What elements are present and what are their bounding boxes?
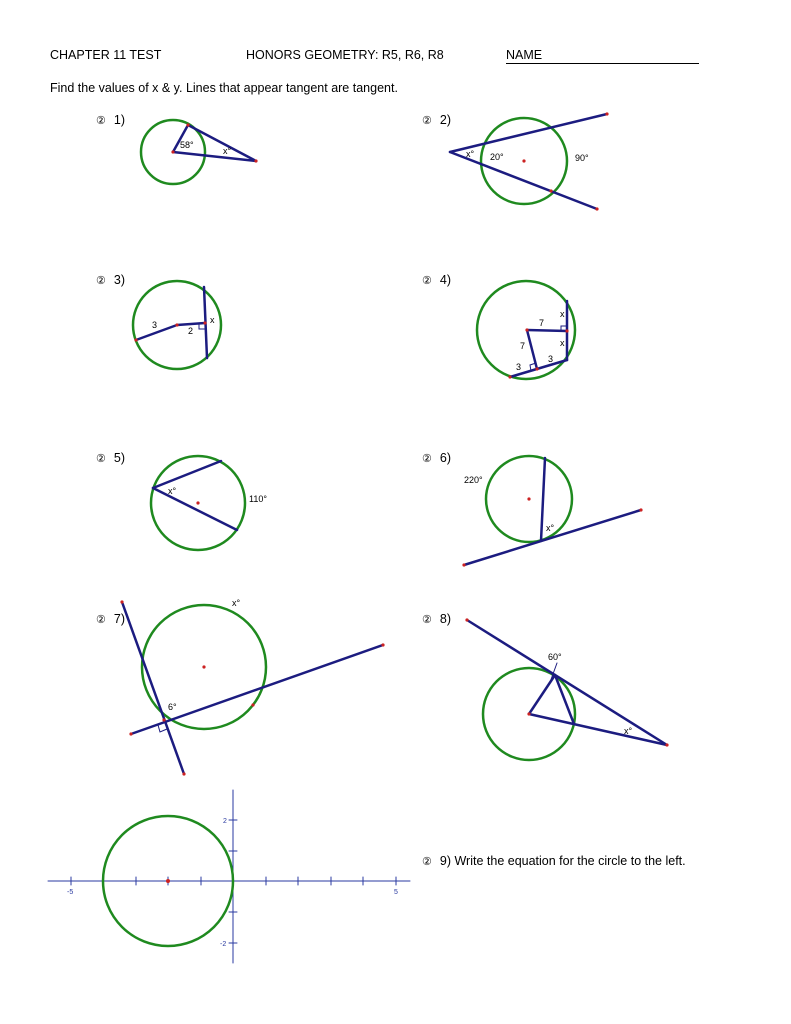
point [134, 338, 137, 341]
problem-6-figure [462, 456, 642, 567]
chord-line [153, 461, 221, 488]
point-symbol: ② [96, 115, 106, 127]
problem-8-label: ② 8) [422, 612, 451, 626]
problem-3-figure [133, 281, 221, 369]
length-label: x [560, 338, 565, 348]
arc-label: 90° [575, 153, 589, 163]
length-label: 7 [539, 318, 545, 328]
point-symbol: ② [422, 115, 432, 127]
point [535, 367, 538, 370]
point [639, 508, 642, 511]
problem-5-label: ② 5) [96, 451, 125, 465]
arc-label: 6° [168, 702, 177, 712]
length-label: 3 [548, 354, 554, 364]
chord-line [529, 675, 555, 714]
angle-label: x° [624, 726, 633, 736]
angle-label: x° [168, 486, 177, 496]
point-symbol: ② [422, 275, 432, 287]
point [605, 112, 608, 115]
arc-label: 110° [249, 494, 267, 504]
x-tick-label: 5 [394, 889, 398, 896]
arc-label: 20° [490, 152, 504, 162]
name-label: NAME [506, 48, 543, 62]
angle-label: x° [466, 149, 475, 159]
secant-line [529, 714, 667, 745]
point [527, 712, 530, 715]
point [595, 207, 598, 210]
perpendicular-segment [177, 323, 205, 325]
point-symbol: ② [422, 856, 432, 868]
y-tick-label: -2 [220, 941, 227, 948]
x-tick-label: -5 [67, 889, 74, 896]
angle-label: 58° [180, 140, 194, 150]
angle-label: x° [546, 523, 555, 533]
problem-4-figure [477, 281, 575, 379]
problem-5-figure [151, 456, 267, 550]
point [129, 732, 132, 735]
point [527, 497, 530, 500]
point [196, 501, 199, 504]
point [549, 189, 552, 192]
point [251, 703, 254, 706]
point [175, 323, 178, 326]
point-symbol: ② [96, 614, 106, 626]
chapter-title: CHAPTER 11 TEST [50, 48, 162, 62]
coordinate-graph [48, 790, 410, 963]
point-symbol: ② [96, 453, 106, 465]
length-label: x [210, 315, 215, 325]
point [381, 643, 384, 646]
point [120, 600, 123, 603]
point [203, 321, 206, 324]
problem-1-label: ② 1) [96, 113, 125, 127]
length-label: 2 [188, 326, 194, 336]
point [162, 718, 165, 721]
point [465, 618, 468, 621]
point [171, 150, 174, 153]
point [565, 329, 568, 332]
center-point [166, 879, 170, 883]
point [186, 123, 189, 126]
angle-label: x° [223, 146, 232, 156]
problem-4-label: ② 4) [422, 273, 451, 287]
secant-line [122, 602, 184, 774]
instructions: Find the values of x & y. Lines that appear tangent are tangent. [50, 81, 398, 95]
point [525, 328, 528, 331]
chord-line [153, 488, 237, 530]
problem-2-figure [450, 112, 609, 210]
point [202, 665, 205, 668]
point-symbol: ② [422, 614, 432, 626]
point [508, 375, 511, 378]
y-tick-label: 2 [223, 818, 227, 825]
problem-2-label: ② 2) [422, 113, 451, 127]
arc-label: x° [232, 598, 241, 608]
secant-line [450, 114, 607, 152]
length-label: x [560, 309, 565, 319]
problem-7-figure [120, 598, 384, 776]
point [522, 159, 525, 162]
chord-line [541, 458, 545, 541]
problem-9-text: Write the equation for the circle to the left. [454, 854, 686, 868]
secant-line [131, 645, 383, 734]
length-label: 3 [152, 320, 158, 330]
problem-8-figure [465, 618, 668, 760]
point [182, 772, 185, 775]
course-title: HONORS GEOMETRY: R5, R6, R8 [246, 48, 444, 62]
problem-6-label: ② 6) [422, 451, 451, 465]
problem-3-label: ② 3) [96, 273, 125, 287]
point [254, 159, 257, 162]
problem-1-figure [141, 120, 258, 184]
length-label: 3 [516, 362, 522, 372]
arc-label: 220° [464, 475, 483, 485]
point-symbol: ② [96, 275, 106, 287]
problem-9-label: ② 9) Write the equation for the circle to the left. [422, 854, 686, 868]
point-symbol: ② [422, 453, 432, 465]
problem-7-label: ② 7) [96, 612, 125, 626]
point [462, 563, 465, 566]
point [665, 743, 668, 746]
length-label: 7 [520, 341, 526, 351]
arc-label: 60° [548, 652, 562, 662]
